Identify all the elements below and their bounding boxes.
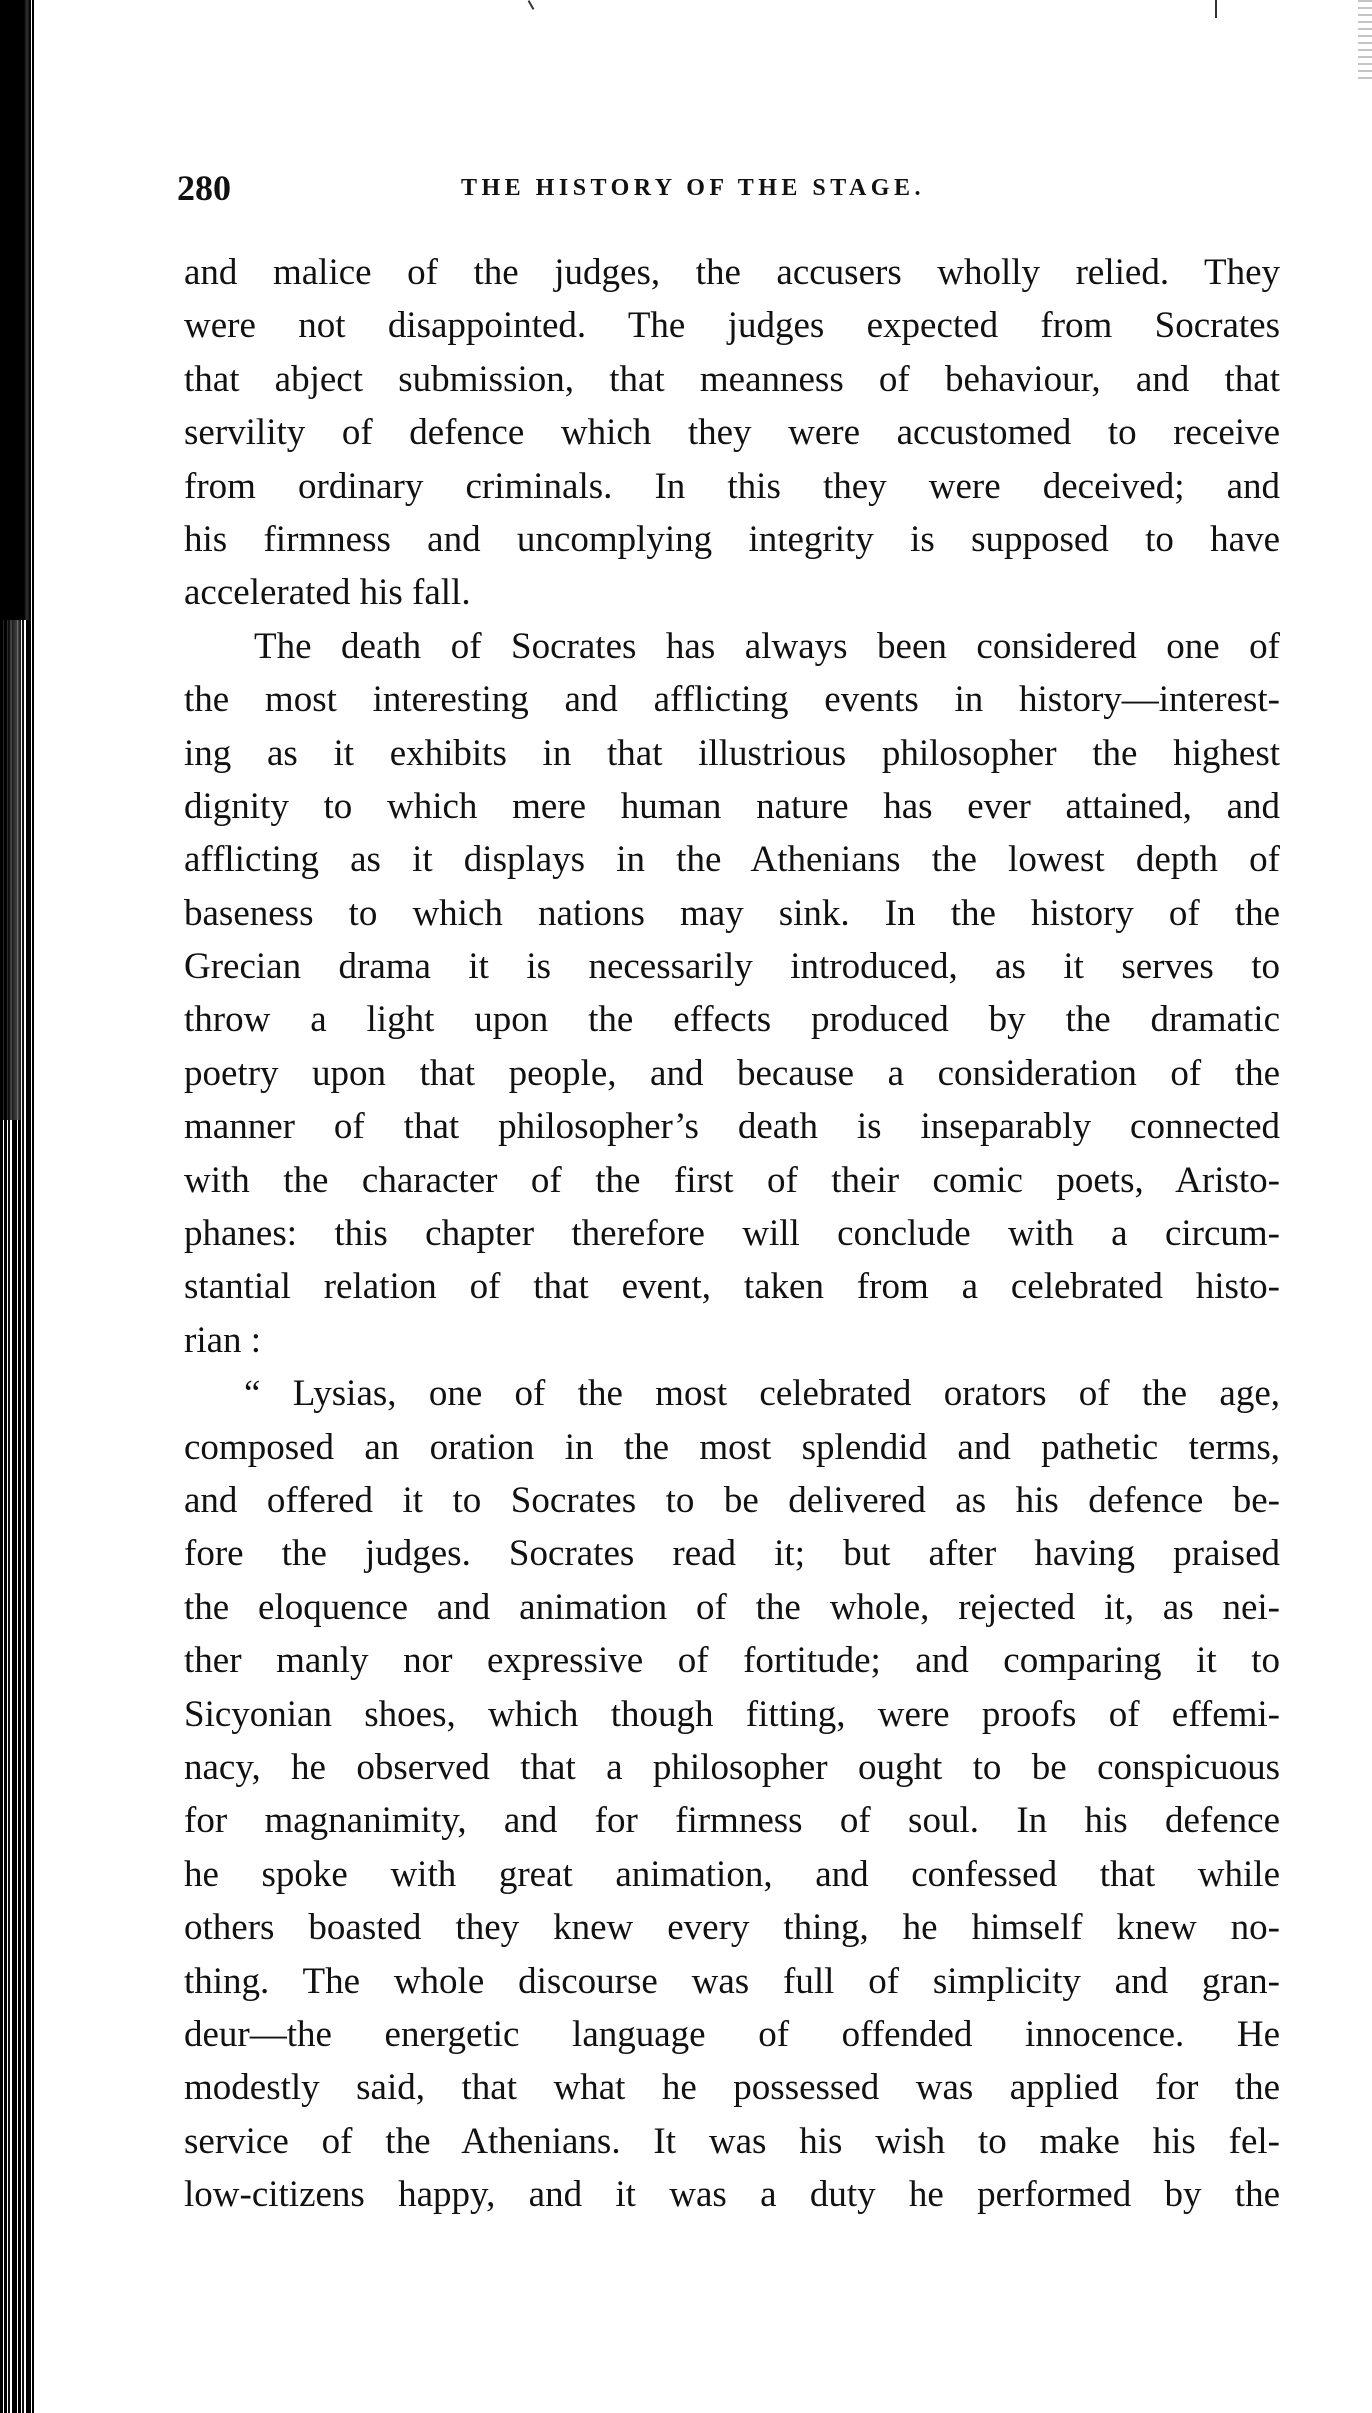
text-line: that abject submission, that meanness of behaviour, and that xyxy=(184,358,1280,400)
text-line: others boasted they knew every thing, he himself knew no- xyxy=(184,1907,1280,1949)
text-line: thing. The whole discourse was full of simplicity and gran- xyxy=(184,1960,1280,2002)
scan-mark xyxy=(1215,0,1217,18)
paragraph-continuation xyxy=(184,246,1280,620)
running-title: THE HISTORY OF THE STAGE. xyxy=(461,175,925,201)
text-line: composed an oration in the most splendid and pathetic terms, xyxy=(184,1426,1280,1468)
text-line: the most interesting and afflicting events in history—interest- xyxy=(184,679,1280,721)
text-line: servility of defence which they were accustomed to receive xyxy=(184,412,1280,454)
text-line: with the character of the first of their comic poets, Aristo- xyxy=(184,1159,1280,1201)
text-line: were not disappointed. The judges expected from Socrates xyxy=(184,305,1280,347)
text-line: poetry upon that people, and because a consideration of the xyxy=(184,1052,1280,1094)
scan-edge-right xyxy=(1358,0,1372,80)
paragraph-death-of-socrates xyxy=(184,620,1280,1367)
text-line: service of the Athenians. It was his wish to make his fel- xyxy=(184,2120,1280,2162)
text-line: Grecian drama it is necessarily introduced, as it serves to xyxy=(184,946,1280,988)
text-line: accelerated his fall. xyxy=(184,572,471,614)
text-line: and malice of the judges, the accusers wholly relied. They xyxy=(184,252,1280,293)
text-line: the eloquence and animation of the whole, rejected it, as nei- xyxy=(184,1586,1280,1628)
text-line: “ Lysias, one of the most celebrated orators of the age, xyxy=(244,1373,1280,1415)
page-number: 280 xyxy=(177,168,231,208)
body-text xyxy=(184,246,1280,2221)
text-line: he spoke with great animation, and confessed that while xyxy=(184,1853,1280,1895)
scan-mark xyxy=(528,0,535,10)
paragraph-quotation-lysias xyxy=(184,1367,1280,2221)
text-line: deur—the energetic language of offended innocence. He xyxy=(184,2013,1280,2055)
book-binding-shadow-top xyxy=(0,0,30,620)
text-line: fore the judges. Socrates read it; but after having praised xyxy=(184,1533,1280,1575)
text-line: Sicyonian shoes, which though fitting, were proofs of effemi- xyxy=(184,1693,1280,1735)
text-line: ing as it exhibits in that illustrious philosopher the highest xyxy=(184,732,1280,774)
text-line: low-citizens happy, and it was a duty he performed by the xyxy=(184,2174,1280,2216)
text-line: for magnanimity, and for firmness of soul. In his defence xyxy=(184,1800,1280,1842)
book-binding-shadow-middle xyxy=(0,620,22,1120)
text-line: phanes: this chapter therefore will conclude with a circum- xyxy=(184,1213,1280,1255)
text-line: his firmness and uncomplying integrity is supposed to have xyxy=(184,518,1280,560)
text-line: afflicting as it displays in the Athenians the lowest depth of xyxy=(184,839,1280,881)
text-line: nacy, he observed that a philosopher ought to be conspicuous xyxy=(184,1746,1280,1788)
text-line: throw a light upon the effects produced by the dramatic xyxy=(184,999,1280,1041)
text-line: modestly said, that what he possessed was applied for the xyxy=(184,2067,1280,2109)
text-line: baseness to which nations may sink. In the history of the xyxy=(184,892,1280,934)
running-head xyxy=(177,168,1287,208)
text-line: ther manly nor expressive of fortitude; and comparing it to xyxy=(184,1640,1280,1682)
text-line: The death of Socrates has always been considered one of xyxy=(254,625,1280,667)
text-line: rian : xyxy=(184,1319,262,1361)
text-line: and offered it to Socrates to be delivered as his defence be- xyxy=(184,1479,1280,1521)
text-line: stantial relation of that event, taken from a celebrated histo- xyxy=(184,1266,1280,1308)
text-line: from ordinary criminals. In this they were deceived; and xyxy=(184,465,1280,507)
text-line: dignity to which mere human nature has ever attained, and xyxy=(184,785,1280,827)
text-line: manner of that philosopher’s death is inseparably connected xyxy=(184,1106,1280,1148)
